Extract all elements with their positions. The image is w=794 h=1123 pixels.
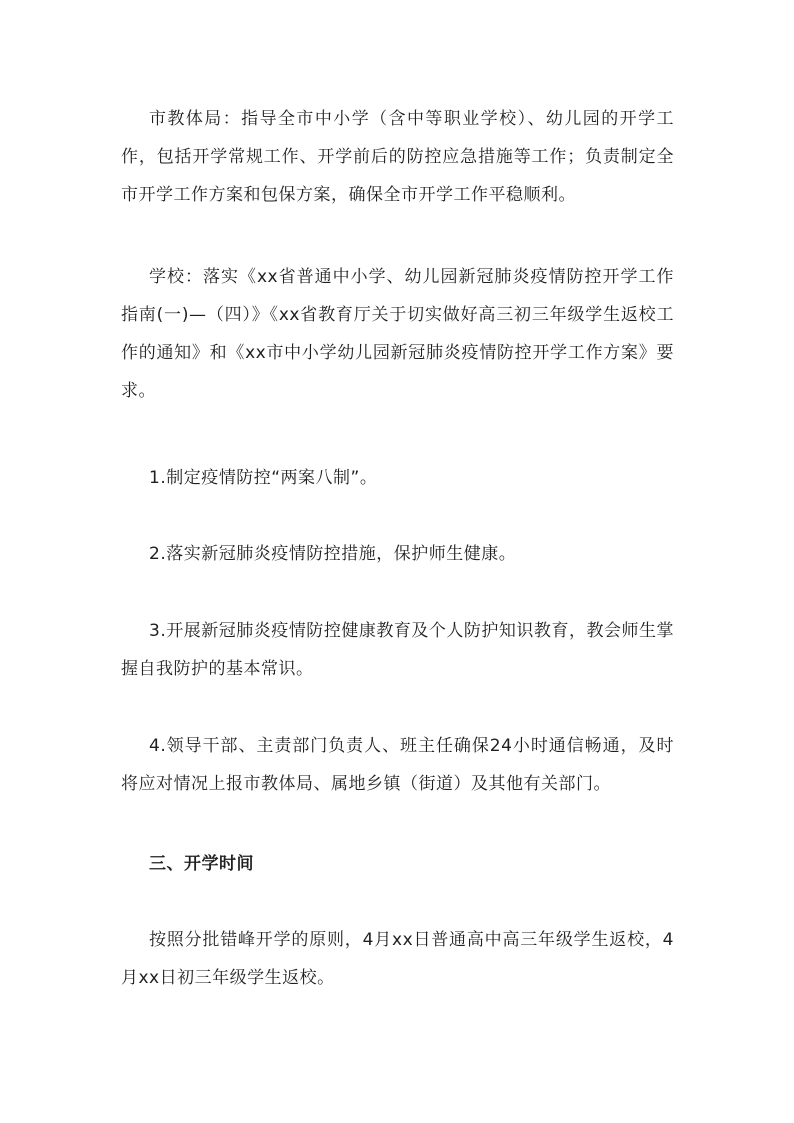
list-item-2: 2.落实新冠肺炎疫情防控措施，保护师生健康。	[149, 544, 517, 564]
section-heading: 三、开学时间	[149, 854, 254, 874]
paragraph-opening-time: 按照分批错峰开学的原则，4月xx日普通高中高三年级学生返校，4月xx日初三年级学生返校。	[121, 930, 674, 988]
list-item-4: 4.领导干部、主责部门负责人、班主任确保24小时通信畅通，及时将应对情况上报市教体局、属地乡镇（街道）及其他有关部门。	[121, 736, 674, 794]
paragraph-schools: 学校：落实《xx省普通中小学、幼儿园新冠肺炎疫情防控开学工作指南(一)—（四）》《xx省教育厅关于切实做好高三初三年级学生返校工作的通知》和《xx市中小学幼儿园新冠肺炎疫情防控开学工作方案》要求。	[121, 267, 674, 401]
paragraph-education-bureau: 市教体局：指导全市中小学（含中等职业学校）、幼儿园的开学工作，包括开学常规工作、开学前后的防控应急措施等工作；负责制定全市开学工作方案和包保方案，确保全市开学工作平稳顺利。	[121, 109, 674, 205]
list-item-1: 1.制定疫情防控“两案八制”。	[149, 468, 378, 488]
list-item-3: 3.开展新冠肺炎疫情防控健康教育及个人防护知识教育，教会师生掌握自我防护的基本常识。	[121, 621, 674, 679]
